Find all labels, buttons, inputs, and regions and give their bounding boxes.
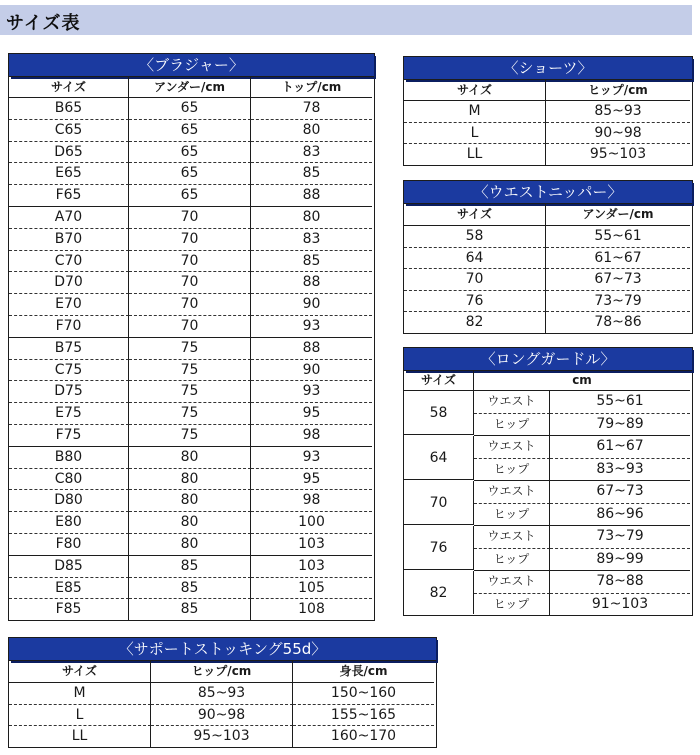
bra-cell: 98 (251, 425, 372, 447)
waist-table-grid (404, 204, 692, 333)
stocking-cell: 150~160 (293, 683, 434, 705)
bra-cell: C80 (9, 469, 129, 491)
bra-cell: A70 (9, 207, 129, 229)
shorts-col-header: ヒップ/cm (546, 80, 690, 101)
bra-cell: D70 (9, 272, 129, 294)
girdle-waist-value: 78~88 (550, 571, 690, 594)
girdle-hip-value: 86~96 (550, 504, 690, 527)
bra-cell: C75 (9, 360, 129, 382)
bra-cell: 103 (251, 556, 372, 578)
bra-size-table (8, 53, 375, 621)
bra-cell: 98 (251, 490, 372, 512)
bra-cell: 65 (129, 163, 251, 185)
bra-cell: C70 (9, 251, 129, 273)
waist-col-header: サイズ (404, 204, 546, 226)
bra-cell: 80 (129, 447, 251, 469)
waist-cell: 67~73 (546, 269, 690, 291)
waist-cell: 61~67 (546, 248, 690, 270)
bra-cell: 95 (251, 469, 372, 491)
bra-cell: 65 (129, 142, 251, 164)
bra-cell: 75 (129, 403, 251, 425)
bra-cell: E80 (9, 512, 129, 534)
bra-cell: D80 (9, 490, 129, 512)
shorts-col-header: サイズ (404, 80, 546, 101)
stocking-col-header: サイズ (9, 661, 151, 683)
bra-cell: 93 (251, 316, 372, 338)
shorts-cell: 95~103 (589, 146, 647, 162)
bra-cell: E65 (9, 163, 129, 185)
bra-cell: 75 (129, 381, 251, 403)
girdle-hip-value: 89~99 (550, 549, 690, 572)
girdle-waist-label: ウエスト (474, 571, 550, 594)
waist-cell: 70 (404, 269, 546, 291)
long-girdle-size-table (403, 347, 693, 616)
girdle-waist-value: 73~79 (550, 526, 690, 549)
girdle-hip-value: 83~93 (550, 459, 690, 482)
waist-col-header: アンダー/cm (546, 204, 690, 226)
girdle-size-cell: 64 (404, 436, 474, 480)
bra-col-header: アンダー/cm (129, 77, 251, 98)
waist-cell: 73~79 (546, 291, 690, 313)
girdle-hip-label: ヒップ (474, 549, 550, 572)
girdle-waist-value: 55~61 (550, 391, 690, 414)
stocking-cell: 95~103 (151, 726, 293, 747)
bra-cell: 85 (129, 578, 251, 600)
bra-cell: 70 (129, 207, 251, 229)
shorts-table-grid (404, 80, 692, 165)
bra-cell: 90 (251, 360, 372, 382)
bra-table-title: 〈ブラジャー〉 (9, 54, 374, 77)
bra-cell: F85 (9, 599, 129, 620)
bra-cell: D65 (9, 142, 129, 164)
bra-cell: B65 (9, 98, 129, 120)
shorts-size-table (403, 56, 693, 166)
stocking-cell: 155~165 (293, 705, 434, 727)
bra-cell: 95 (251, 403, 372, 425)
bra-cell: F80 (9, 534, 129, 556)
bra-cell: 105 (251, 578, 372, 600)
bra-cell: 90 (251, 294, 372, 316)
girdle-waist-label: ウエスト (474, 526, 550, 549)
bra-cell: 85 (129, 556, 251, 578)
bra-table-grid (9, 77, 374, 620)
bra-cell: 85 (129, 599, 251, 620)
waist-cell: 76 (404, 291, 546, 313)
bra-cell: 65 (129, 98, 251, 120)
stocking-cell: M (9, 683, 151, 705)
shorts-cell: L (404, 123, 546, 145)
bra-cell: 70 (129, 272, 251, 294)
bra-cell: 85 (251, 251, 372, 273)
bra-cell: 83 (251, 142, 372, 164)
girdle-hip-label: ヒップ (474, 594, 550, 616)
waist-cell: 82 (404, 312, 546, 333)
bra-cell: 85 (251, 163, 372, 185)
bra-cell: D75 (9, 381, 129, 403)
bra-cell: B75 (9, 338, 129, 360)
girdle-size-cell: 82 (404, 571, 474, 614)
waist-cell: 58 (404, 226, 546, 248)
stocking-cell: L (9, 705, 151, 727)
stocking-cell: 160~170 (330, 728, 397, 744)
stocking-col-header: ヒップ/cm (151, 661, 293, 683)
shorts-cell: M (404, 101, 546, 123)
girdle-table-grid (404, 371, 692, 615)
bra-cell: 65 (129, 120, 251, 142)
bra-cell: C65 (9, 120, 129, 142)
girdle-hip-label: ヒップ (474, 414, 550, 437)
bra-cell: F65 (9, 185, 129, 207)
girdle-hip-label: ヒップ (474, 459, 550, 482)
bra-cell: 88 (251, 185, 372, 207)
girdle-col-header: cm (474, 371, 690, 391)
shorts-cell: 90~98 (546, 123, 690, 145)
girdle-hip-label: ヒップ (474, 504, 550, 527)
shorts-cell: 85~93 (546, 101, 690, 123)
bra-cell: 70 (129, 251, 251, 273)
bra-cell: 80 (129, 534, 251, 556)
bra-col-header: トップ/cm (251, 77, 372, 98)
bra-cell: 65 (129, 185, 251, 207)
bra-cell: E75 (9, 403, 129, 425)
stocking-cell: LL (9, 726, 151, 747)
stocking-table-title: 〈サポートストッキング55d〉 (9, 638, 436, 661)
girdle-hip-value: 79~89 (550, 414, 690, 437)
bra-cell: 75 (129, 425, 251, 447)
bra-cell: 88 (251, 338, 372, 360)
bra-cell: E70 (9, 294, 129, 316)
bra-cell: 108 (298, 601, 325, 618)
waist-cell: 55~61 (546, 226, 690, 248)
bra-cell: F70 (9, 316, 129, 338)
bra-cell: 70 (129, 229, 251, 251)
stocking-col-header: 身長/cm (293, 661, 434, 683)
girdle-waist-label: ウエスト (474, 481, 550, 504)
bra-cell: 80 (129, 490, 251, 512)
girdle-waist-label: ウエスト (474, 391, 550, 414)
bra-cell: 93 (251, 381, 372, 403)
bra-cell: D85 (9, 556, 129, 578)
waist-cell: 78~86 (594, 314, 642, 330)
bra-cell: 80 (251, 207, 372, 229)
bra-col-header: サイズ (9, 77, 129, 98)
bra-cell: 75 (129, 338, 251, 360)
bra-cell: 70 (129, 294, 251, 316)
waist-cell: 64 (404, 248, 546, 270)
bra-cell: 100 (251, 512, 372, 534)
bra-cell: 80 (251, 120, 372, 142)
bra-cell: 88 (251, 272, 372, 294)
girdle-col-header: サイズ (404, 371, 474, 391)
girdle-hip-value: 91~103 (591, 595, 649, 612)
bra-cell: 80 (129, 512, 251, 534)
waist-table-title: 〈ウエストニッパー〉 (404, 181, 692, 204)
girdle-size-cell: 70 (404, 481, 474, 525)
title-bar (0, 5, 692, 35)
girdle-size-cell: 58 (404, 391, 474, 435)
girdle-table-title: 〈ロングガードル〉 (404, 348, 692, 371)
shorts-cell: LL (404, 144, 546, 165)
girdle-waist-value: 67~73 (550, 481, 690, 504)
bra-cell: 80 (129, 469, 251, 491)
girdle-waist-value: 61~67 (550, 436, 690, 459)
support-stocking-size-table (8, 637, 437, 748)
bra-cell: 75 (129, 360, 251, 382)
bra-cell: B80 (9, 447, 129, 469)
bra-cell: F75 (9, 425, 129, 447)
stocking-cell: 90~98 (151, 705, 293, 727)
waist-nipper-size-table (403, 180, 693, 334)
bra-cell: 78 (251, 98, 372, 120)
bra-cell: 93 (251, 447, 372, 469)
bra-cell: 83 (251, 229, 372, 251)
bra-cell: 103 (251, 534, 372, 556)
bra-cell: E85 (9, 578, 129, 600)
stocking-table-grid (9, 661, 436, 747)
stocking-cell: 85~93 (151, 683, 293, 705)
girdle-waist-label: ウエスト (474, 436, 550, 459)
girdle-size-cell: 76 (404, 526, 474, 570)
bra-cell: B70 (9, 229, 129, 251)
shorts-table-title: 〈ショーツ〉 (404, 57, 692, 80)
page-title: サイズ表 (6, 13, 81, 34)
bra-cell: 70 (129, 316, 251, 338)
